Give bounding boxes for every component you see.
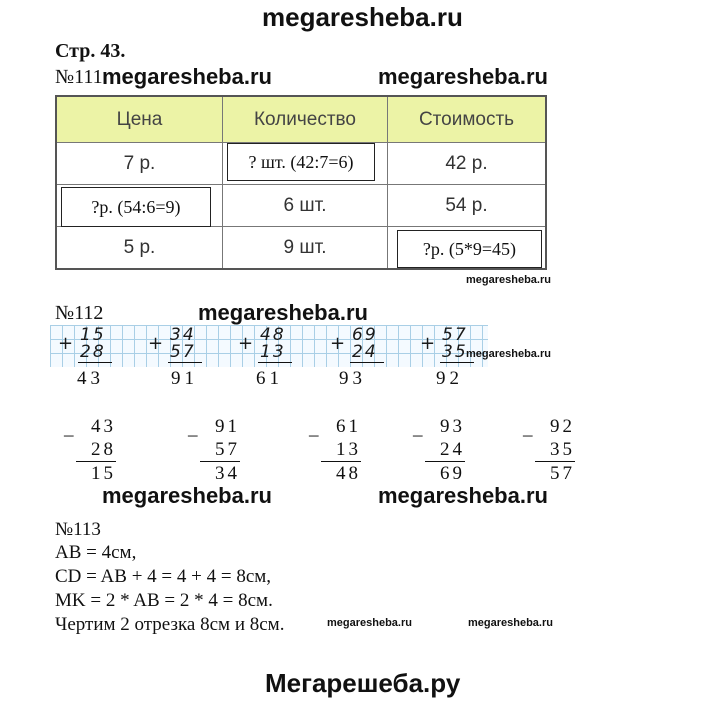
plus-sign: + (330, 333, 346, 354)
addend-b: 24 (352, 342, 378, 362)
subtraction-2 (188, 415, 240, 485)
minus-sign: _ (64, 418, 77, 439)
cell-price: 7 р. (57, 143, 223, 185)
watermark-p112: megaresheba.ru (198, 300, 368, 325)
addend-b: 13 (260, 342, 286, 362)
addend-b: 28 (80, 342, 106, 362)
difference: 34 (200, 461, 240, 485)
sum-result: 91 (171, 368, 198, 389)
header-price: Цена (57, 97, 223, 143)
watermark-strip-small: megaresheba.ru (466, 348, 551, 360)
plus-sign: + (420, 333, 436, 354)
sum-result: 92 (436, 368, 463, 389)
sum-line (440, 362, 474, 363)
watermark-bottom-small-1: megaresheba.ru (327, 617, 412, 629)
subtrahend: 28 (91, 439, 116, 460)
difference: 15 (76, 461, 116, 485)
addend-a: 69 (352, 325, 378, 345)
header-quantity: Количество (223, 97, 388, 143)
cell-cost: 42 р. (388, 143, 545, 185)
minus-sign: _ (523, 418, 536, 439)
subtrahend: 24 (440, 439, 465, 460)
minus-sign: _ (188, 418, 201, 439)
task113-line-3: MK = 2 * AB = 2 * 4 = 8см. (55, 590, 273, 611)
minuend: 91 (215, 416, 240, 437)
watermark-row1-right: megaresheba.ru (378, 64, 548, 89)
watermark-row1-left: megaresheba.ru (102, 64, 272, 89)
cell-quantity: 6 шт. (223, 185, 388, 227)
sum-result: 93 (339, 368, 366, 389)
watermark-top: megaresheba.ru (262, 2, 463, 32)
sum-result: 43 (77, 368, 104, 389)
plus-sign: + (238, 333, 254, 354)
table-header-row (57, 97, 545, 143)
cell-quantity: 9 шт. (223, 227, 388, 268)
minuend: 93 (440, 416, 465, 437)
addend-a: 48 (260, 325, 286, 345)
plus-sign: + (148, 333, 164, 354)
sum-line (258, 362, 292, 363)
cell-cost: 54 р. (388, 185, 545, 227)
minuend: 43 (91, 416, 116, 437)
minus-sign: _ (309, 418, 322, 439)
addend-a: 15 (80, 325, 106, 345)
page-label: Стр. 43. (55, 40, 126, 62)
watermark-table-small: megaresheba.ru (466, 274, 551, 286)
subtraction-5 (523, 415, 575, 485)
watermark-mid-left: megaresheba.ru (102, 483, 272, 508)
task112-label: №112 (55, 302, 104, 324)
minus-sign: _ (413, 418, 426, 439)
subtraction-1 (64, 415, 116, 485)
minuend: 92 (550, 416, 575, 437)
difference: 69 (425, 461, 465, 485)
task113-line-4: Чертим 2 отрезка 8см и 8см. (55, 614, 285, 635)
task113-line-2: CD = AB + 4 = 4 + 4 = 8см, (55, 566, 272, 587)
watermark-bottom-small-2: megaresheba.ru (468, 617, 553, 629)
header-cost: Стоимость (388, 97, 545, 143)
subtraction-3 (309, 415, 361, 485)
difference: 48 (321, 461, 361, 485)
sum-line (78, 362, 112, 363)
sum-line (168, 362, 202, 363)
answer-cost-box: ?р. (5*9=45) (397, 230, 542, 268)
addend-a: 34 (170, 325, 196, 345)
answer-price-box: ?р. (54:6=9) (61, 187, 211, 227)
task113-line-1: AB = 4см, (55, 542, 137, 563)
sum-result: 61 (256, 368, 283, 389)
difference: 57 (535, 461, 575, 485)
subtrahend: 13 (336, 439, 361, 460)
watermark-mid-right: megaresheba.ru (378, 483, 548, 508)
minuend: 61 (336, 416, 361, 437)
subtrahend: 35 (550, 439, 575, 460)
footer-brand: Мегарешеба.ру (265, 668, 461, 698)
addend-b: 57 (170, 342, 196, 362)
cell-price: 5 р. (57, 227, 223, 268)
task113-label: №113 (55, 519, 101, 540)
answer-quantity-box: ? шт. (42:7=6) (227, 143, 375, 181)
sum-line (350, 362, 384, 363)
addend-b: 35 (442, 342, 468, 362)
addend-a: 57 (442, 325, 468, 345)
subtrahend: 57 (215, 439, 240, 460)
plus-sign: + (58, 333, 74, 354)
task111-label: №111 (55, 66, 103, 88)
subtraction-4 (413, 415, 465, 485)
